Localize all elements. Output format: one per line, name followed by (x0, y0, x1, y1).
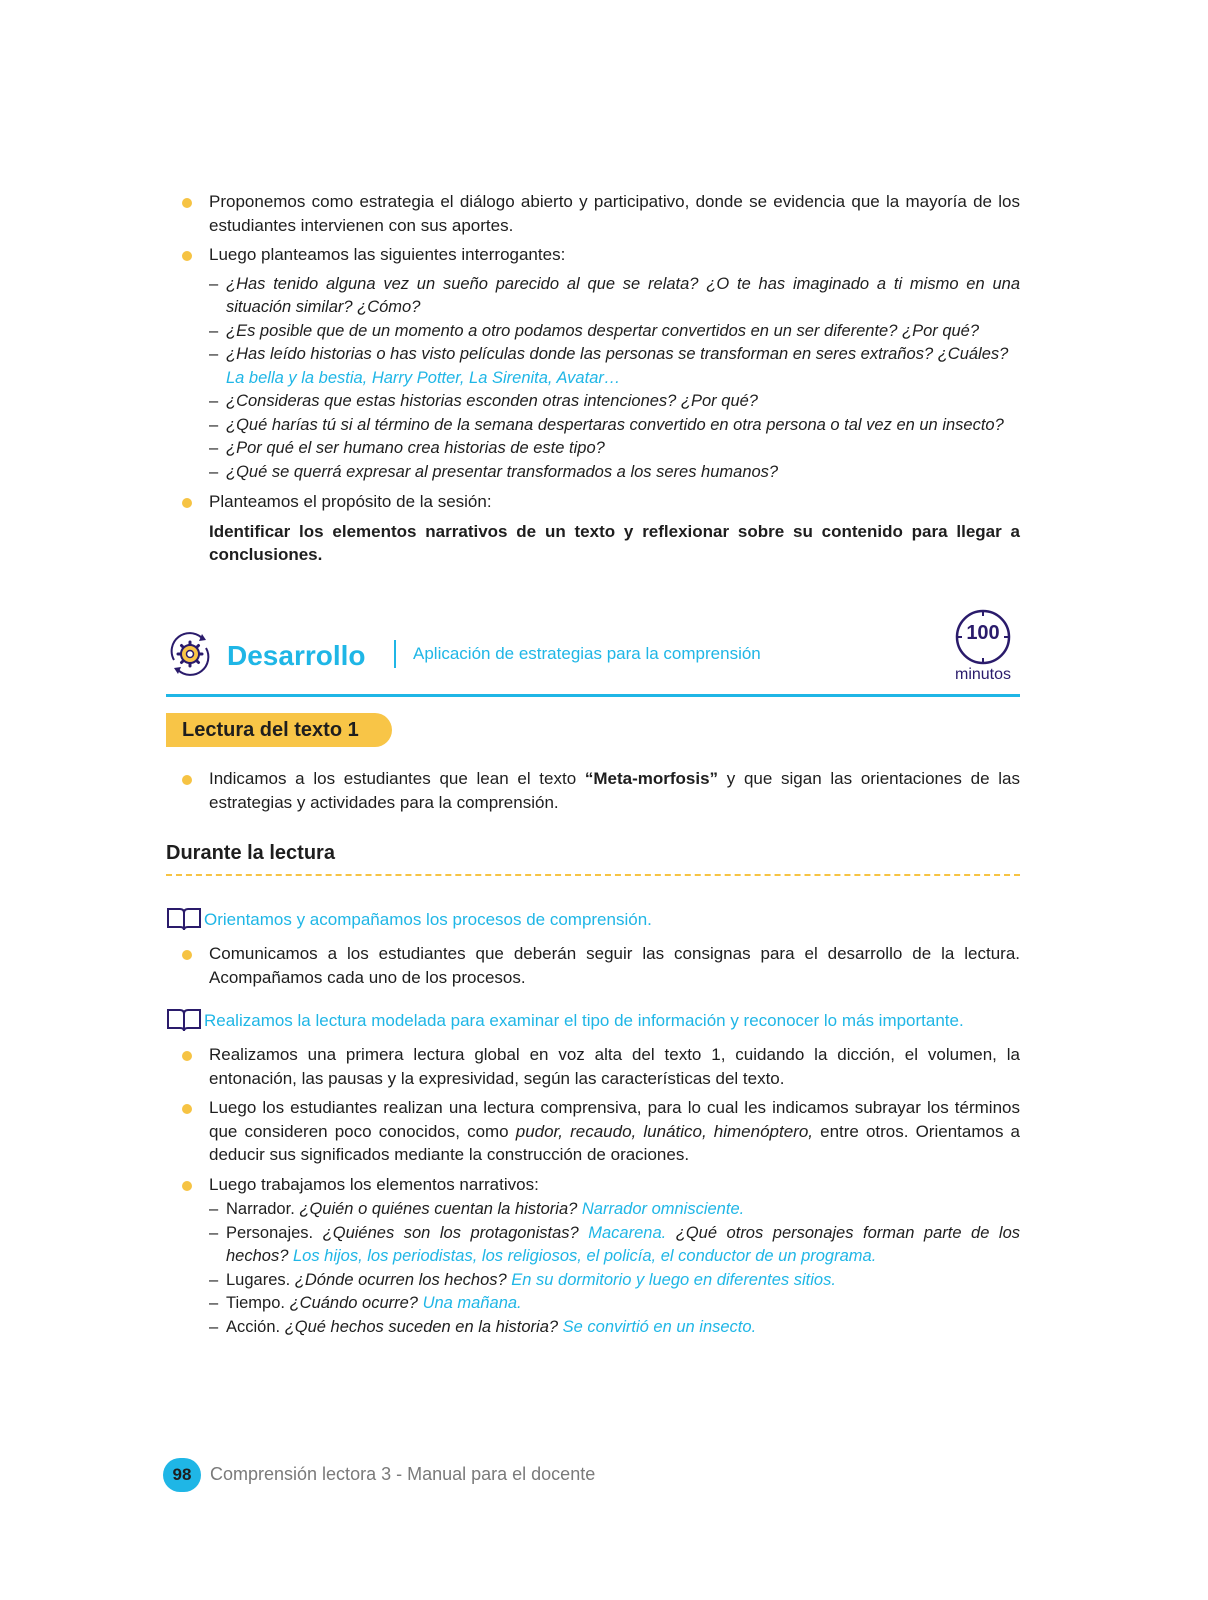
e2-label: Personajes. (226, 1223, 323, 1242)
e2-answer: Macarena. (588, 1223, 667, 1242)
e5-question: ¿Qué hechos suceden en la historia? (284, 1317, 563, 1336)
open-book-icon (166, 906, 202, 932)
lectura-pill: Lectura del texto 1 (166, 713, 392, 747)
modelada-bullet-1: Realizamos una primera lectura global en voz alta del texto 1, cuidando la dicción, el volumen, la entonación, las pausas y la expresividad, según las características del texto. (166, 1043, 1020, 1090)
e5-label: Acción. (226, 1317, 285, 1336)
lectura-bullet (166, 767, 1020, 814)
question-3 (166, 343, 1020, 390)
page-number: 98 (163, 1458, 201, 1492)
question-6: – ¿Por qué el ser humano crea historias de este tipo? (166, 437, 1020, 461)
intro-bullet-2: Luego planteamos las siguientes interrogantes: (166, 243, 1020, 267)
text-title: “Meta-morfosis” (584, 769, 719, 788)
element-personajes (166, 1222, 1020, 1269)
e4-question: ¿Cuándo ocurre? (289, 1294, 423, 1312)
question-4: – ¿Consideras que estas historias esconden otras intenciones? ¿Por qué? (166, 390, 1020, 414)
session-purpose: Identificar los elementos narrativos de un texto y reflexionar sobre su contenido para llegar a conclusiones. (209, 521, 1020, 564)
e3-question: ¿Dónde ocurren los hechos? (294, 1270, 512, 1289)
section-title: Desarrollo (227, 640, 366, 671)
orient-bullet: Comunicamos a los estudiantes que deberán seguir las consignas para el desarrollo de la lectura. Acompañamos cada uno de los procesos. (166, 942, 1020, 989)
question-3-answer: La bella y la bestia, Harry Potter, La Sirenita, Avatar… (226, 368, 621, 387)
element-narrador (166, 1198, 1020, 1222)
section-subtitle: Aplicación de estrategias para la comprensión (413, 644, 761, 663)
intro-bullet-1: Proponemos como estrategia el diálogo abierto y participativo, donde se evidencia que la mayoría de los estudiantes intervienen con sus aportes. (166, 190, 1020, 237)
orient-heading (166, 908, 1020, 932)
dashed-divider (166, 874, 1020, 876)
question-1: – ¿Has tenido alguna vez un sueño parecido al que se relata? ¿O te has imaginado a ti mismo en una situación similar? ¿Cómo? (166, 273, 1020, 320)
modelada-bullet-3: Luego trabajamos los elementos narrativos: (166, 1173, 1020, 1197)
modelada-heading-text: Realizamos la lectura modelada para examinar el tipo de información y reconocer lo más importante. (204, 1011, 964, 1030)
question-2: – ¿Es posible que de un momento a otro podamos despertar convertidos en un ser diferente? ¿Por qué? (166, 320, 1020, 344)
question-5: – ¿Qué harías tú si al término de la semana despertaras convertido en otra persona o tal vez en un insecto? (166, 414, 1020, 438)
e1-answer: Narrador omnisciente. (581, 1200, 745, 1218)
timer-unit: minutos (954, 666, 1012, 683)
question-list (166, 273, 1020, 485)
e2-answer-2: Los hijos, los periodistas, los religiosos, el policía, el conductor de un programa. (292, 1247, 877, 1265)
element-tiempo (166, 1292, 1020, 1316)
element-lugares (166, 1269, 1020, 1293)
durante-heading: Durante la lectura (166, 842, 335, 864)
mb2-pre: Luego los estudiantes realizan una lectura comprensiva, para lo cual les indicamos subrayar los términos que consideren poco conocidos, como (209, 1098, 1020, 1141)
timer-value: 100 (966, 622, 1000, 644)
e2-question-2: ¿Qué otros personajes forman parte de los hechos? (226, 1223, 1021, 1265)
e3-label: Lugares. (226, 1270, 295, 1289)
mb2-terms: pudor, recaudo, lunático, himenóptero, (515, 1121, 814, 1141)
e4-label: Tiempo. (226, 1294, 290, 1312)
section-underline (166, 694, 1020, 697)
question-3-text: ¿Has leído historias o has visto películas donde las personas se transforman en seres extraños? ¿Cuáles? (226, 345, 1009, 363)
lectura-bullet-pre: Indicamos a los estudiantes que lean el texto (209, 769, 585, 788)
orient-block (166, 908, 1020, 995)
title-divider (394, 640, 396, 668)
modelada-heading (166, 1009, 1020, 1033)
gear-cycle-icon (166, 630, 214, 678)
footer-title: Comprensión lectora 3 - Manual para el docente (210, 1464, 596, 1484)
element-accion (166, 1316, 1020, 1340)
intro-bullet-3: Planteamos el propósito de la sesión: (166, 490, 1020, 514)
e4-answer: Una mañana. (422, 1294, 522, 1312)
e2-question: ¿Quiénes son los protagonistas? (322, 1223, 589, 1242)
e3-answer: En su dormitorio y luego en diferentes sitios. (511, 1270, 836, 1289)
open-book-icon (166, 1007, 202, 1033)
lectura-block (166, 767, 1020, 820)
modelada-block (166, 1009, 1020, 1339)
mb2-post: entre otros. Orientamos a deducir sus significados mediante la construcción de oraciones. (209, 1121, 1020, 1164)
question-7: – ¿Qué se querrá expresar al presentar transformados a los seres humanos? (166, 461, 1020, 485)
lectura-bullet-post: y que sigan las orientaciones de las estrategias y actividades para la comprensión. (209, 769, 1020, 812)
desarrollo-header (166, 608, 1020, 698)
orient-heading-text: Orientamos y acompañamos los procesos de comprensión. (204, 910, 652, 929)
intro-section (166, 190, 1020, 567)
e5-answer: Se convirtió en un insecto. (562, 1317, 757, 1336)
modelada-bullet-2 (166, 1096, 1020, 1167)
e1-label: Narrador. (226, 1200, 300, 1218)
e1-question: ¿Quién o quiénes cuentan la historia? (299, 1200, 582, 1218)
elements-list (166, 1198, 1020, 1339)
